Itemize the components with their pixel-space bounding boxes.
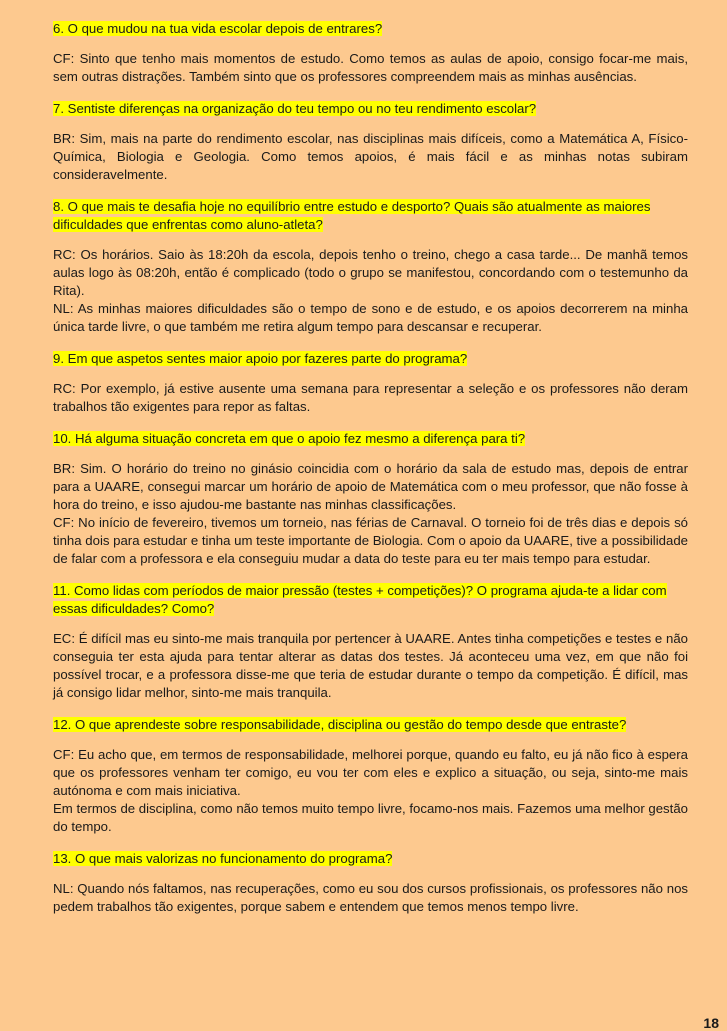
qa-block: [53, 350, 688, 416]
question-line: [53, 198, 688, 234]
question-line: [53, 100, 688, 118]
answer-paragraph: RC: Por exemplo, já estive ausente uma semana para representar a seleção e os professores não deram trabalhos tão exigentes para repor as faltas.: [53, 381, 688, 414]
question-line: [53, 716, 688, 734]
answer-group: [53, 746, 688, 836]
qa-block: [53, 198, 688, 336]
question-highlight: 9. Em que aspetos sentes maior apoio por fazeres parte do programa?: [53, 351, 468, 366]
qa-block: [53, 716, 688, 836]
document-page: [53, 20, 688, 930]
answer-paragraph: BR: Sim, mais na parte do rendimento escolar, nas disciplinas mais difíceis, como a Matemática A, Físico-Química, Biologia e Geologia. Como temos apoios, é mais fácil e as minhas notas subiram consideravelmente.: [53, 131, 688, 182]
page-number: 18: [703, 1015, 719, 1031]
answer-group: [53, 460, 688, 568]
answer-group: [53, 50, 688, 86]
question-highlight: 11. Como lidas com períodos de maior pressão (testes + competições)? O programa ajuda-te a lidar com essas dificuldades? Como?: [53, 583, 667, 616]
question-highlight: 8. O que mais te desafia hoje no equilíbrio entre estudo e desporto? Quais são atualmente as maiores dificuldades que enfrentas como aluno-atleta?: [53, 199, 651, 232]
answer-paragraph: CF: Eu acho que, em termos de responsabilidade, melhorei porque, quando eu falto, eu já não fico à espera que os professores venham ter comigo, eu vou ter com eles e explico a situação, ou seja, sinto-me mais autónoma e com mais iniciativa.: [53, 747, 688, 798]
answer-paragraph: CF: No início de fevereiro, tivemos um torneio, nas férias de Carnaval. O torneio foi de três dias e depois só tinha dois para estudar e tinha um teste importante de Biologia. Com o apoio da UAARE, tive a possibilidade de falar com a professora e ela conseguiu mudar a data do teste para eu ter mais tempo para estudar.: [53, 515, 688, 566]
answer-paragraph: RC: Os horários. Saio às 18:20h da escola, depois tenho o treino, chego a casa tarde... De manhã temos aulas logo às 08:20h, então é complicado (todo o grupo se manifestou, concordando com o testemunho da Rita).: [53, 247, 688, 298]
question-line: [53, 582, 688, 618]
answer-paragraph: BR: Sim. O horário do treino no ginásio coincidia com o horário da sala de estudo mas, depois de entrar para a UAARE, consegui marcar um horário de apoio de Matemática com o meu professor, que não fosse à hora do treino, e isso ajudou-me bastante nas minhas classificações.: [53, 461, 688, 512]
qa-block: [53, 430, 688, 568]
answer-paragraph: Em termos de disciplina, como não temos muito tempo livre, focamo-nos mais. Fazemos uma melhor gestão do tempo.: [53, 801, 688, 834]
answer-paragraph: NL: As minhas maiores dificuldades são o tempo de sono e de estudo, e os apoios decorrerem na minha única tarde livre, o que também me retira algum tempo para descansar e recuperar.: [53, 301, 688, 334]
answer-paragraph: EC: É difícil mas eu sinto-me mais tranquila por pertencer à UAARE. Antes tinha competições e testes e não conseguia ter esta ajuda para tentar alterar as datas dos testes. Já aconteceu uma vez, em que não foi possível trocar, e a professora disse-me que teria de estudar durante o tempo da competição. É difícil, mas já consigo lidar melhor, sinto-me mais tranquila.: [53, 631, 688, 700]
answer-group: [53, 130, 688, 184]
question-line: [53, 850, 688, 868]
question-highlight: 10. Há alguma situação concreta em que o apoio fez mesmo a diferença para ti?: [53, 431, 526, 446]
answer-group: [53, 880, 688, 916]
question-line: [53, 20, 688, 38]
question-highlight: 7. Sentiste diferenças na organização do teu tempo ou no teu rendimento escolar?: [53, 101, 537, 116]
answer-group: [53, 630, 688, 702]
qa-block: [53, 582, 688, 702]
qa-block: [53, 850, 688, 916]
question-highlight: 6. O que mudou na tua vida escolar depois de entrares?: [53, 21, 383, 36]
question-line: [53, 350, 688, 368]
qa-block: [53, 100, 688, 184]
answer-paragraph: NL: Quando nós faltamos, nas recuperações, como eu sou dos cursos profissionais, os professores não nos pedem trabalhos tão exigentes, porque sabem e entendem que temos menos tempo livre.: [53, 881, 688, 914]
question-line: [53, 430, 688, 448]
question-highlight: 13. O que mais valorizas no funcionamento do programa?: [53, 851, 393, 866]
answer-paragraph: CF: Sinto que tenho mais momentos de estudo. Como temos as aulas de apoio, consigo focar-me mais, sem outras distrações. Também sinto que os professores compreendem mais as minhas ausências.: [53, 51, 688, 84]
qa-block: [53, 20, 688, 86]
answer-group: [53, 246, 688, 336]
question-highlight: 12. O que aprendeste sobre responsabilidade, disciplina ou gestão do tempo desde que entraste?: [53, 717, 627, 732]
answer-group: [53, 380, 688, 416]
